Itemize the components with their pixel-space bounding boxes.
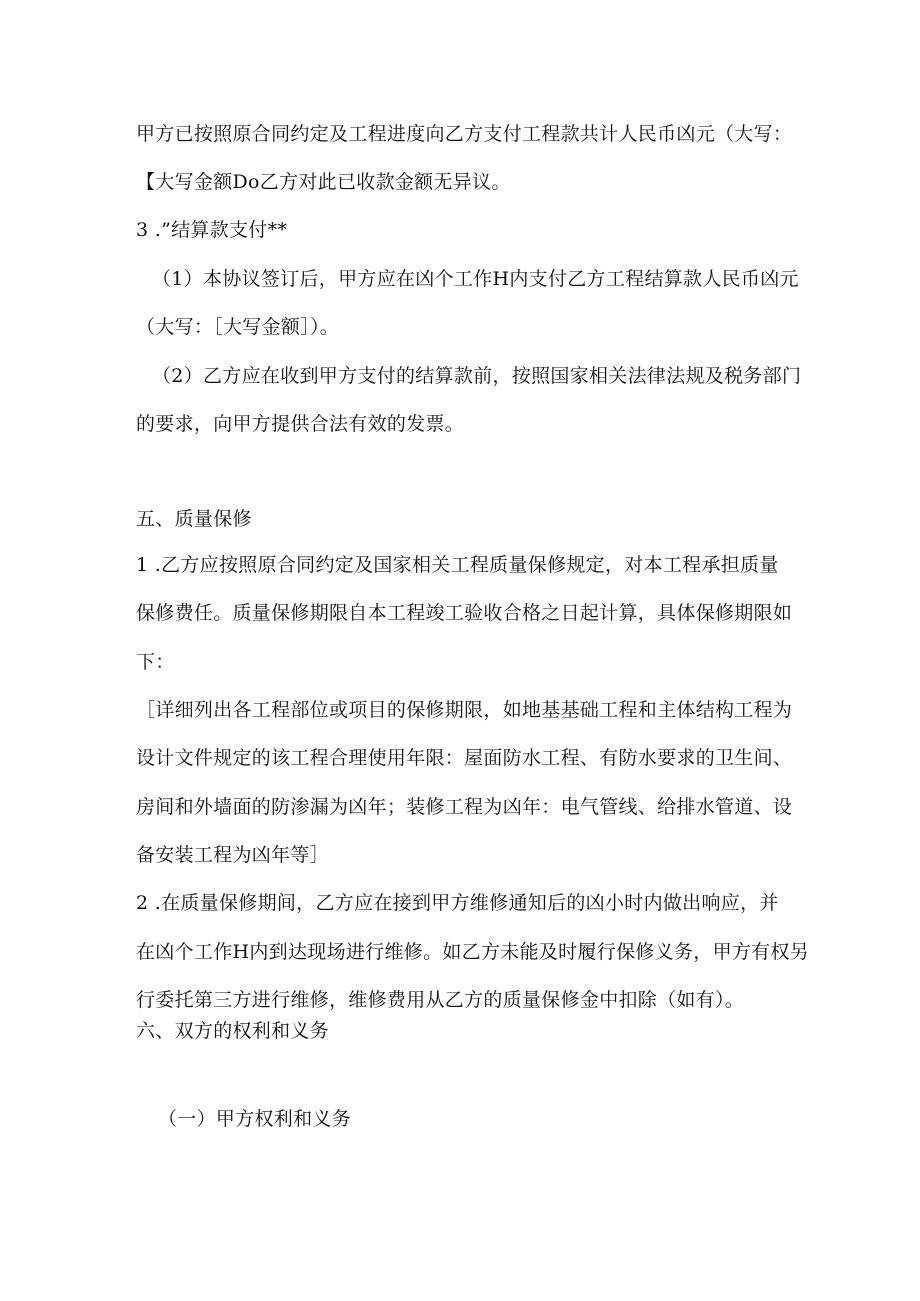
paragraph-line: 行委托第三方进行维修，维修费用从乙方的质量保修金中扣除（如有）。: [136, 989, 745, 1011]
paragraph-line: 甲方已按照原合同约定及工程进度向乙方支付工程款共计人民币凶元（大写：: [136, 123, 793, 145]
paragraph-line: ［详细列出各工程部位或项目的保修期限，如地基基础工程和主体结构工程为: [136, 699, 793, 721]
paragraph-line: 1 .乙方应按照原合同约定及国家相关工程质量保修规定，对本工程承担质量: [136, 554, 779, 576]
paragraph-line: （大写：［大写金额］）。: [136, 316, 340, 338]
paragraph-line: 下：: [136, 651, 175, 673]
section-heading: 五、质量保修: [136, 508, 252, 530]
paragraph-line: 【大写金额Do乙方对此已收款金额无异议。: [136, 171, 511, 193]
paragraph-line: 的要求，向甲方提供合法有效的发票。: [136, 413, 465, 435]
paragraph-line: 备安装工程为凶年等］: [136, 844, 330, 866]
paragraph-line: 设计文件规定的该工程合理使用年限：屋面防水工程、有防水要求的卫生间、: [136, 747, 793, 769]
paragraph-line: （1）本协议签订后，甲方应在凶个工作H内支付乙方工程结算款人民币凶元: [152, 268, 799, 290]
subsection-heading: （一）甲方权利和义务: [158, 1108, 352, 1130]
paragraph-line: 2 .在质量保修期间，乙方应在接到甲方维修通知后的凶小时内做出响应，并: [136, 892, 779, 914]
section-heading: 3 .”结算款支付**: [136, 219, 288, 241]
paragraph-line: 在凶个工作H内到达现场进行维修。如乙方未能及时履行保修义务，甲方有权另: [136, 941, 810, 963]
paragraph-line: （2）乙方应在收到甲方支付的结算款前，按照国家相关法律法规及税务部门: [152, 365, 802, 387]
section-heading: 六、双方的权利和义务: [136, 1020, 330, 1042]
paragraph-line: 保修费任。质量保修期限自本工程竣工验收合格之日起计算，具体保修期限如: [136, 602, 793, 624]
paragraph-line: 房间和外墙面的防渗漏为凶年；装修工程为凶年：电气管线、给排水管道、设: [136, 796, 793, 818]
